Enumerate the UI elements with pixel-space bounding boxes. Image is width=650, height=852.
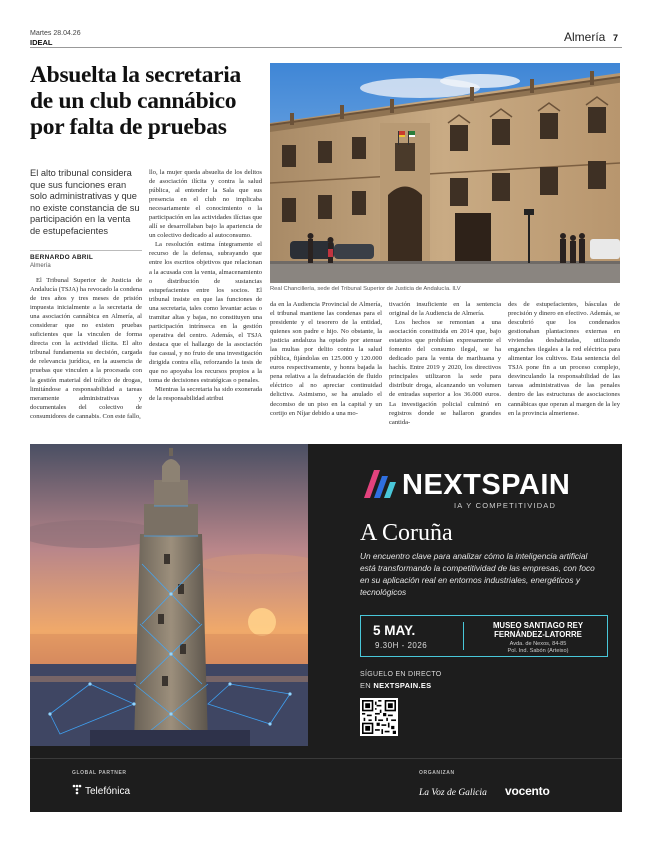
telefonica-dots-icon	[72, 784, 82, 796]
event-details-box	[360, 615, 608, 657]
section-name: Almería	[564, 30, 606, 44]
article-column-4	[389, 300, 501, 428]
article-headline: Absuelta la secretaria de un club cannábico por falta de pruebas	[30, 62, 241, 140]
article-column-3	[270, 300, 382, 428]
telefonica-name: Telefónica	[85, 786, 131, 797]
nextspain-wordmark: NEXTSPAIN	[402, 469, 571, 501]
newspaper-name: IDEAL	[30, 38, 53, 47]
organizers-label: ORGANIZAN	[419, 770, 455, 776]
article-column-2	[149, 168, 262, 428]
column-paragraph: Los hechos se remontan a una asociación constituida en 2014 que, bajo estatutos que prohibían expresamente el fomento del consumo ilegal, se ha dedicado para la venta de marihuana y hachís. Entre 2019 y 2020, los directivos principales utilizaron la sede para distribuir droga, alcanzando un volumen de entradas superior a los 36.000 euros. La investigación policial culminó en registros donde se hallaron grandes cantida-	[389, 319, 501, 426]
page-number: 7	[613, 33, 619, 43]
event-time: 9.30H - 2026	[375, 641, 428, 650]
vocento-logo: vocento	[505, 784, 550, 798]
photo-caption: Real Chancillería, sede del Tribunal Superior de Justicia de Andalucía. ILV	[270, 286, 461, 292]
event-address-line-1: Avda. de Nexos, 84-85	[509, 641, 567, 647]
follow-live-label: SÍGUELO EN DIRECTO	[360, 671, 442, 678]
byline-author: BERNARDO ABRIL	[30, 254, 94, 261]
nextspain-logo	[358, 464, 608, 504]
nextspain-advertisement[interactable]	[30, 444, 622, 812]
byline-place: Almería	[30, 263, 51, 269]
article-photo	[270, 63, 620, 283]
courthouse-building-illustration	[270, 63, 620, 283]
nextspain-website-link[interactable]: NEXTSPAIN.ES	[373, 681, 432, 690]
column-paragraph: Mientras la secretaria ha sido exonerada de la responsabilidad atribui	[149, 386, 262, 403]
nextspain-tagline: IA Y COMPETITIVIDAD	[454, 501, 557, 510]
follow-live-link[interactable]	[360, 681, 431, 690]
telefonica-logo	[72, 784, 130, 797]
column-paragraph: da en la Audiencia Provincial de Almería, el tribunal mantiene las condenas para el presidente y el tesorero de la entidad, quienes son padre e hijo. No obstante, la justicia andaluza ha optado por atenuar las multas por delito contra la salud pública, fijándolas en 125.000 y 120.000 euros respectivamente, y honra bajada la pena relativa a la defraudación de fluido eléctrico al no apreciar continuidad delictiva. Asimismo, se ha anulado el decomiso de un piso en la capital y un cortijo en Níjar debido a una mo-	[270, 301, 382, 417]
article-lede: El alto tribunal considera que sus funciones eran solo administrativas y que no existe constancia de su participación en la venta de estupefacientes	[30, 168, 140, 236]
event-venue: MUSEO SANTIAGO REY FERNÁNDEZ-LATORRE	[492, 621, 584, 639]
lighthouse-illustration	[30, 444, 308, 746]
event-address-line-2: Pol. Ind. Sabón (Arteixo)	[507, 647, 569, 654]
ad-footer-rule	[30, 758, 622, 759]
column-paragraph: des de estupefacientes, básculas de precisión y dinero en efectivo. Además, se descubrió que los condenados gestionaban plantaciones externas en viviendas deshabitadas, utilizando enganches ilegales a la red eléctrica para alimentar los cultivos. Esta sentencia del TSJA pone fin a un proceso complejo, desvinculando la responsabilidad de las tareas administrativas de las penales dentro de las estructuras de asociaciones cannábicas que operan al margen de la ley en la provincia almeriense.	[508, 301, 620, 417]
partners-label: GLOBAL PARTNER	[72, 770, 127, 776]
byline-rule	[30, 250, 142, 251]
column-paragraph: La resolución estima íntegramente el recurso de la defensa, subrayando que entre los escritos objetivos que relacionan a la acusada con la venta, almacenamiento o distribución de sustancias estupefacientes entre los socios. El tribunal insiste en que las funciones de una secretaria, tales como levantar actas o tramitar altas y bajas, no constituyen una participación intrínseca en la gestión operativa del centro. Además, el TSJA destaca que el hallazgo de la asociación fue casual, y no fruto de una investigación dirigida contra ella, reforzando la tesis de que no apoyaba los recursos propios a la toma de decisiones estratégicas o penales.	[149, 241, 262, 385]
article-column-5	[508, 300, 620, 428]
column-paragraph: tivación insuficiente en la sentencia original de la Audiencia de Almería.	[389, 301, 501, 318]
column-paragraph: llo, la mujer queda absuelta de los delitos de asociación ilícita y contra la salud pública, al entender la Sala que sus presencia en el club no implicaba necesariamente el conocimiento o la participación en las actividades ilícitas que allí se desarrollaban bajo la apariencia de un colectivo dedicado al autoconsumo.	[149, 169, 262, 240]
event-city: A Coruña	[360, 520, 453, 546]
event-divider	[463, 622, 464, 650]
event-address	[469, 641, 607, 654]
qr-code-icon[interactable]	[360, 698, 398, 736]
header-rule	[30, 47, 622, 48]
column-paragraph: El Tribunal Superior de Justicia de Andalucía (TSJA) ha revocado la condena de tres años y tres meses de prisión impuesta inicialmente a la secretaria de una asociación cannábica en Almería, al considerar que no existen pruebas suficientes que la vinculen de forma directa con la actividad ilícita. El alto tribunal fundamenta su decisión, cargada de relevancia jurídica, en la ausencia de pruebas que vinculen a la procesada con la gestión material del tráfico de drogas, limitándose a responsabilidad a tareas meramente administrativas y documentales del colectivo de consumidores de cannabis. Con este fallo,	[30, 277, 142, 420]
event-date: 5 MAY.	[373, 623, 416, 638]
nextspain-mark-icon	[358, 464, 398, 504]
follow-live-prefix: EN	[360, 681, 374, 690]
la-voz-de-galicia-logo: La Voz de Galicia	[419, 788, 487, 798]
issue-date: Martes 28.04.26	[30, 30, 81, 37]
article-column-1	[30, 276, 142, 428]
event-description: Un encuentro clave para analizar cómo la inteligencia artificial está transformando la competitividad de las empresas, con foco en su aplicación real en entornos industriales, energéticos y tecnológicos	[360, 551, 595, 597]
